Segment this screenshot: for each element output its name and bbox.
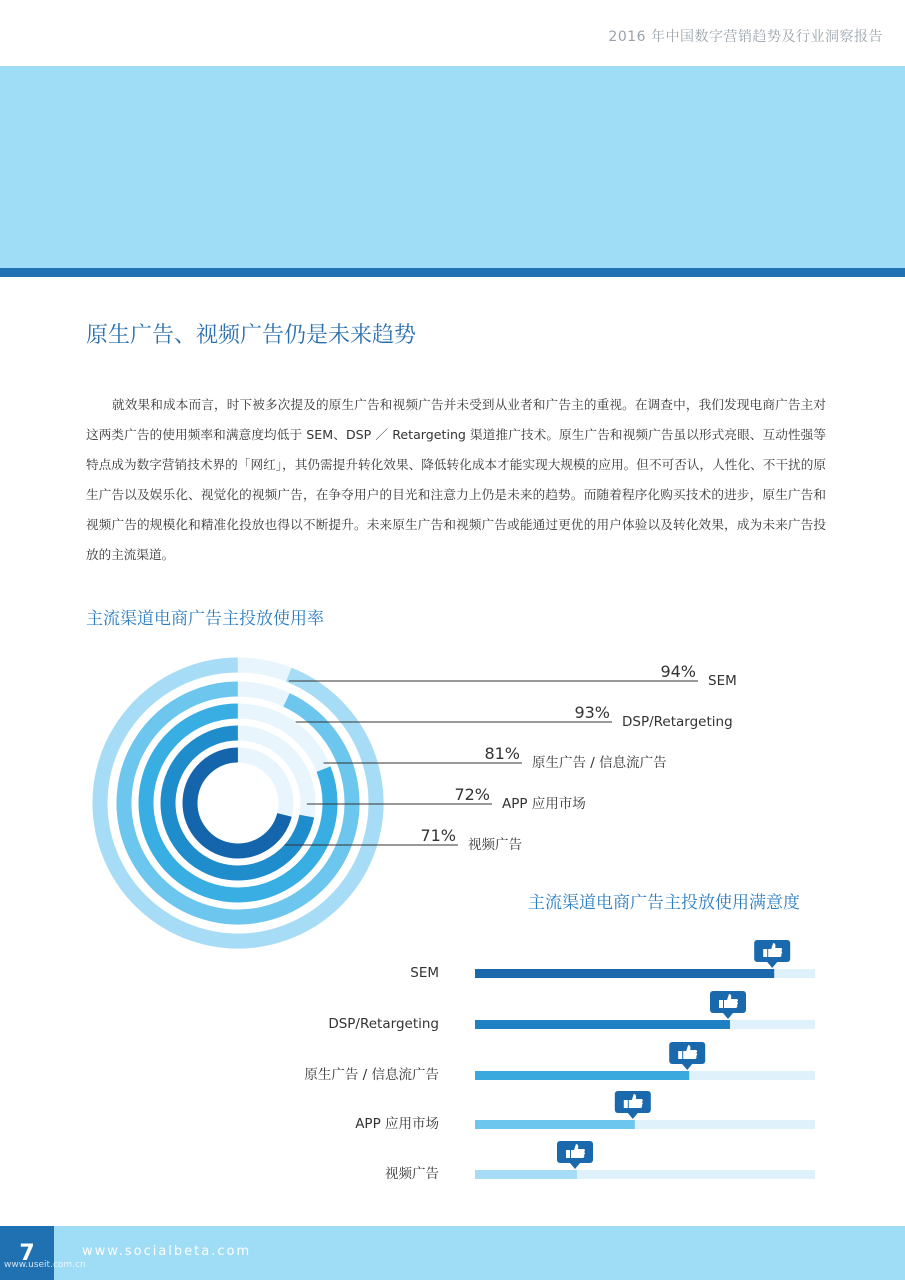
satisfaction-chart-title: 主流渠道电商广告主投放使用满意度: [528, 893, 800, 913]
usage-category-label: 原生广告 / 信息流广告: [532, 755, 667, 771]
thumbs-up-icon: [557, 1141, 593, 1169]
watermark-text: www.useit.com.cn: [4, 1260, 86, 1270]
satisfaction-bar: [475, 1170, 577, 1179]
thumbs-up-icon: [754, 940, 790, 968]
satisfaction-bar: [475, 969, 774, 978]
satisfaction-bar: [475, 1020, 730, 1029]
thumbs-up-icon: [669, 1042, 705, 1070]
thumbs-up-icon: [615, 1091, 651, 1119]
usage-value-label: 93%: [574, 703, 610, 722]
usage-value-label: 94%: [660, 662, 696, 681]
usage-arc: [124, 689, 352, 917]
usage-value-label: 81%: [484, 744, 520, 763]
satisfaction-category-label: SEM: [410, 965, 439, 981]
body-paragraph: 就效果和成本而言，时下被多次提及的原生广告和视频广告并未受到从业者和广告主的重视。在调查中，我们发现电商广告主对这两类广告的使用频率和满意度均低于 SEM、DSP ／ Retargeting 渠道推广技术。原生广告和视频广告虽以形式亮眼、互动性强等特点成为数字营销技术界的「网红」，其仍需提升转化效果、降低转化成本才能实现大规模的应用。但不可否认，人性化、不干扰的原生广告以及娱乐化、视觉化的视频广告，在争夺用户的目光和注意力上仍是未来的趋势。而随着程序化购买技术的进步，原生广告和视频广告的规模化和精准化投放也得以不断提升。未来原生广告和视频广告或能通过更优的用户体验以及转化效果，成为未来广告投放的主流渠道。: [86, 397, 826, 562]
usage-category-label: APP 应用市场: [502, 796, 586, 812]
footer-website: www.socialbeta.com: [82, 1244, 252, 1259]
usage-category-label: SEM: [708, 673, 737, 689]
usage-category-label: 视频广告: [468, 837, 522, 853]
usage-rate-chart-title: 主流渠道电商广告主投放使用率: [86, 609, 324, 629]
page-number: 7: [0, 1226, 54, 1280]
satisfaction-category-label: DSP/Retargeting: [328, 1016, 439, 1032]
usage-value-label: 71%: [420, 826, 456, 845]
satisfaction-category-label: 视频广告: [385, 1166, 439, 1182]
section-title: 原生广告、视频广告仍是未来趋势: [86, 323, 417, 348]
thumbs-up-icon: [710, 991, 746, 1019]
satisfaction-category-label: 原生广告 / 信息流广告: [304, 1067, 439, 1083]
usage-category-label: DSP/Retargeting: [622, 714, 733, 730]
satisfaction-bar: [475, 1120, 635, 1129]
satisfaction-category-label: APP 应用市场: [355, 1116, 439, 1132]
usage-value-label: 72%: [454, 785, 490, 804]
report-header-title: 2016 年中国数字营销趋势及行业洞察报告: [608, 29, 883, 45]
satisfaction-bar: [475, 1071, 689, 1080]
